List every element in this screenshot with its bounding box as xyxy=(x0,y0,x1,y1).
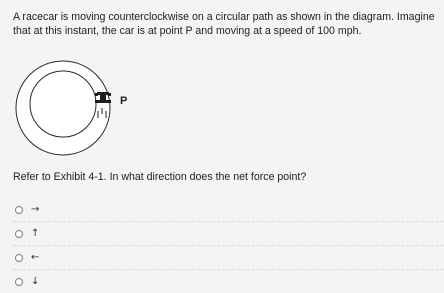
point-p-label: P xyxy=(120,95,128,107)
choice-left[interactable] xyxy=(13,246,444,270)
radio-button[interactable] xyxy=(15,278,23,286)
choice-right[interactable] xyxy=(13,198,444,222)
choice-down[interactable] xyxy=(13,270,444,293)
radio-button[interactable] xyxy=(15,230,23,238)
circular-path-diagram xyxy=(13,56,163,160)
inner-track-circle xyxy=(30,71,96,137)
radio-button[interactable] xyxy=(15,206,23,214)
question-prompt: Refer to Exhibit 4-1. In what direction does the net force point? xyxy=(13,171,307,183)
question-text: A racecar is moving counterclockwise on a circular path as shown in the diagram. Imagine that at this instant, the car is at point P and moving at a speed of 100 mph. xyxy=(13,11,435,37)
answer-choices xyxy=(13,198,444,293)
right-arrow-icon: → xyxy=(31,203,40,215)
down-arrow-icon: ↓ xyxy=(31,275,40,287)
up-arrow-icon: ↑ xyxy=(31,227,40,239)
radio-button[interactable] xyxy=(15,254,23,262)
choice-up[interactable] xyxy=(13,222,444,246)
left-arrow-icon: ← xyxy=(31,251,40,263)
